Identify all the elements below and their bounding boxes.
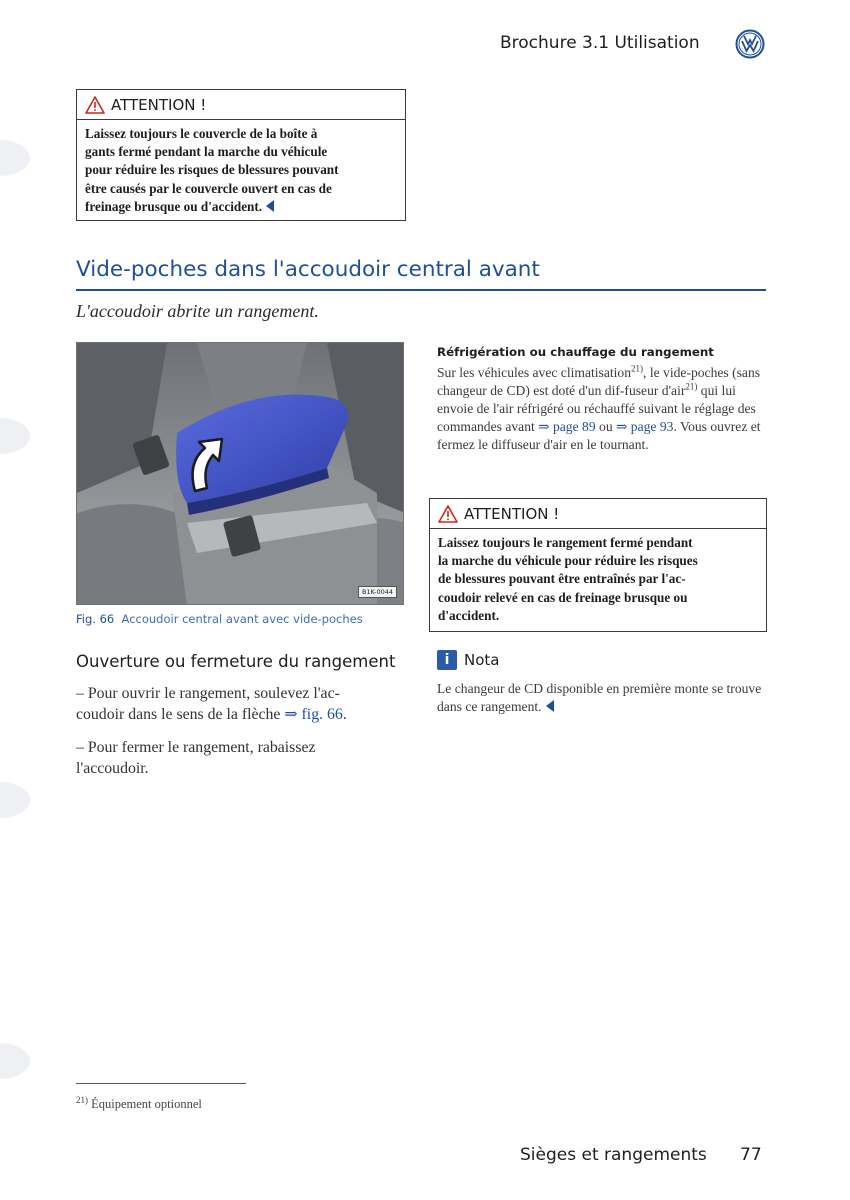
warning-triangle-icon [438,505,458,523]
warning-text [77,120,405,220]
warning-header [77,90,405,120]
refrigeration-text: Sur les véhicules avec climatisation$^{21)}$, le vide-poches (sans changeur de CD) est doté d'un dif-fuseur d'air$^{21)}$ qui lui envoie de l'air réfrigéré ou réchauffé suivant le réglage des commandes avant ⇒ page 89 ou ⇒ page 93. Vous ouvrez et fermez le diffuseur d'air en le tournant. [437,363,761,452]
figure-link[interactable]: ⇒ fig. 66 [284,705,343,723]
warning-triangle-icon [85,96,105,114]
running-header: Brochure 3.1 Utilisation [500,33,700,53]
chapter-footer: Sièges et rangements [520,1145,707,1165]
section-subtitle: L'accoudoir abrite un rangement. [76,301,319,321]
figure-armrest-illustration [76,342,404,605]
footnote-text: Équipement optionnel [91,1097,202,1111]
binder-hole [0,418,30,454]
figure-caption [76,612,363,626]
warning-line: gants fermé pendant la marche du véhicule [85,144,328,160]
warning-line: d'accident. [438,607,500,623]
warning-line: Laissez toujours le rangement fermé pendant [438,535,693,550]
warning-line: pour réduire les risques de blessures pouvant [85,162,339,178]
page-link[interactable]: ⇒ page 93 [616,418,674,434]
figure-caption-text: Accoudoir central avant avec vide-poches [121,612,363,626]
footnote-marker: 21) [76,1094,88,1105]
open-instruction [76,684,406,725]
footnote [76,1094,202,1112]
binder-hole [0,782,30,818]
info-icon: i [437,650,457,670]
end-of-section-icon [266,200,274,212]
warning-text [430,529,766,629]
armrest-illustration [77,343,404,605]
instruction-line: – Pour ouvrir le rangement, soulevez l'ac- [76,685,340,702]
footnote-ref: 21) [631,363,644,374]
warning-line: la marche du véhicule pour réduire les risques [438,553,698,569]
warning-line: Laissez toujours le couvercle de la boîte à [85,126,318,141]
page-link[interactable]: ⇒ page 89 [538,418,596,434]
binder-hole [0,140,30,176]
warning-title: ATTENTION ! [111,95,207,114]
section-divider [76,289,766,291]
instruction-line: – Pour fermer le rangement, rabaissez [76,739,316,756]
section-title: Vide-poches dans l'accoudoir central avant [76,257,540,282]
warning-header [430,499,766,529]
warning-line: coudoir relevé en cas de freinage brusque ou [438,589,688,605]
close-instruction [76,738,406,779]
vw-logo-icon [735,29,765,59]
instruction-line: l'accoudoir. [76,759,149,777]
figure-code: B1K-0044 [358,586,397,598]
page-number: 77 [740,1145,762,1165]
warning-line: freinage brusque ou d'accident. [85,198,397,216]
warning-box-glovebox [76,89,406,221]
end-of-section-icon [546,700,554,712]
warning-title: ATTENTION ! [464,504,560,523]
binder-hole [0,1043,30,1079]
figure-number: Fig. 66 [76,612,115,626]
warning-box-storage [429,498,767,632]
refrigeration-heading: Réfrigération ou chauffage du rangement [437,345,714,359]
open-close-heading: Ouverture ou fermeture du rangement [76,652,396,671]
warning-line: être causés par le couvercle ouvert en cas de [85,180,332,196]
footnote-ref: 21) [685,381,698,392]
instruction-line: coudoir dans le sens de la flèche ⇒ fig. 66. [76,705,347,723]
footnote-divider [76,1083,246,1084]
warning-line: de blessures pouvant être entraînés par l'ac- [438,571,686,587]
note-text: Le changeur de CD disponible en première monte se trouve dans ce rangement. [437,681,762,714]
note-title: Nota [464,651,500,669]
